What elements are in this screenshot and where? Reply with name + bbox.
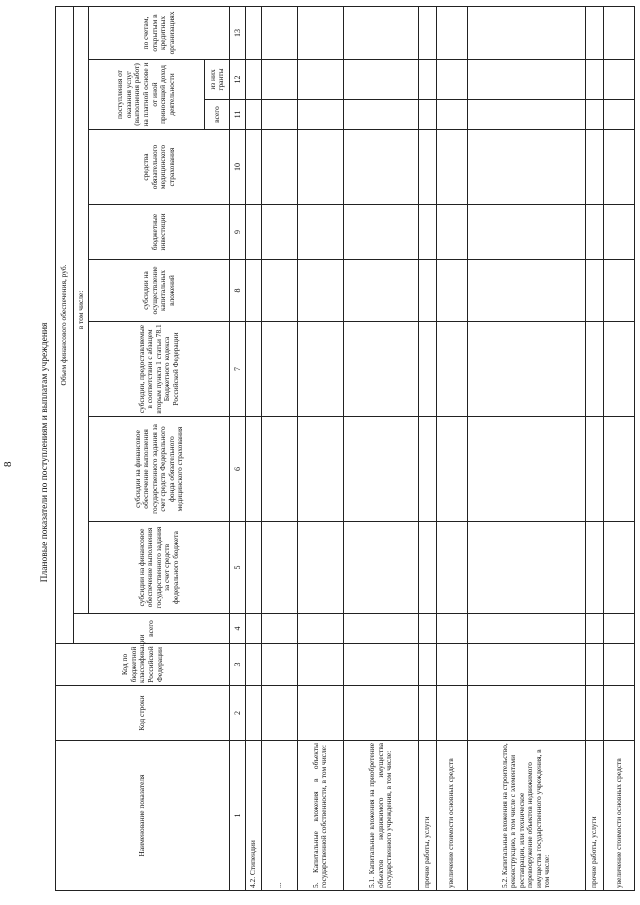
table-row [467, 7, 585, 891]
row-label: прочие работы, услуги [418, 741, 436, 891]
header-col8: субсидии на осуществление капитальных вложений [88, 260, 230, 322]
header-col7: субсидии, предоставляемые в соответствии с абзацем вторым пункта 1 статьи 78.1 Бюджетного кодекса Российской Федерации [88, 322, 230, 417]
row-label: 5. Капитальные вложения в объекты государственной собственности, в том числе: [297, 741, 343, 891]
row-label: 5.1. Капитальные вложения на приобретение объектов недвижимого имущества государственного учреждения, в том числе: [343, 741, 418, 891]
header-col12: из них гранты [204, 60, 230, 100]
header-col5: субсидии на финансовое обеспечение выполнения государственного задания за счет средств федерального бюджета [88, 522, 230, 614]
column-number: 8 [230, 260, 246, 322]
header-col10: средства обязательного медицинского страхования [88, 130, 230, 205]
column-number: 11 [230, 100, 246, 130]
table-row [604, 7, 635, 891]
column-number: 13 [230, 7, 246, 60]
column-number: 12 [230, 60, 246, 100]
table-row [436, 7, 467, 891]
row-label: ... [261, 741, 297, 891]
column-number: 9 [230, 205, 246, 260]
header-funding-total: Объем финансового обеспечения, руб. [56, 7, 74, 644]
table-row [261, 7, 297, 891]
header-total: всего [74, 614, 230, 644]
table-row [418, 7, 436, 891]
column-number: 6 [230, 417, 246, 522]
column-number: 5 [230, 522, 246, 614]
row-label: 4.2. Стипендии [246, 741, 261, 891]
row-label: прочие работы, услуги [585, 741, 603, 891]
page-title: Плановые показатели по поступлениям и выплатам учреждения [40, 322, 50, 583]
column-number: 7 [230, 322, 246, 417]
header-budget-code: Код по бюджетной классификации Российской Федерации [56, 644, 230, 686]
header-col11-12: поступления от оказания услуг (выполнения работ) на платной основе и от иной приносящей доход деятельности [88, 60, 204, 130]
column-number: 2 [230, 686, 246, 741]
table-row [343, 7, 418, 891]
header-in-that-number: в том числе: [74, 7, 89, 614]
row-label: увеличение стоимости основных средств [604, 741, 635, 891]
table-row [585, 7, 603, 891]
column-number: 10 [230, 130, 246, 205]
header-col9: бюджетные инвестиции [88, 205, 230, 260]
header-col13: по счетам, открытым в кредитных организациях [88, 7, 230, 60]
planned-indicators-table [55, 6, 635, 891]
row-label: 5.2. Капитальные вложения на строительство, реконструкцию, в том числе с элементами реставрации, или техническое перевооружение объектов недвижимого имущества государственного учреждения, в том числе: [467, 741, 585, 891]
header-col11: всего [204, 100, 230, 130]
header-name: Наименование показателя [56, 741, 230, 891]
header-code: Код строки [56, 686, 230, 741]
page-number: 8 [2, 461, 14, 467]
row-label: увеличение стоимости основных средств [436, 741, 467, 891]
header-col6: субсидии на финансовое обеспечение выполнения государственного задания за счет средств Федерального фонда обязательного медицинского страхования [88, 417, 230, 522]
column-number: 1 [230, 741, 246, 891]
column-number: 3 [230, 644, 246, 686]
table-row [246, 7, 261, 891]
column-number: 4 [230, 614, 246, 644]
table-row [297, 7, 343, 891]
